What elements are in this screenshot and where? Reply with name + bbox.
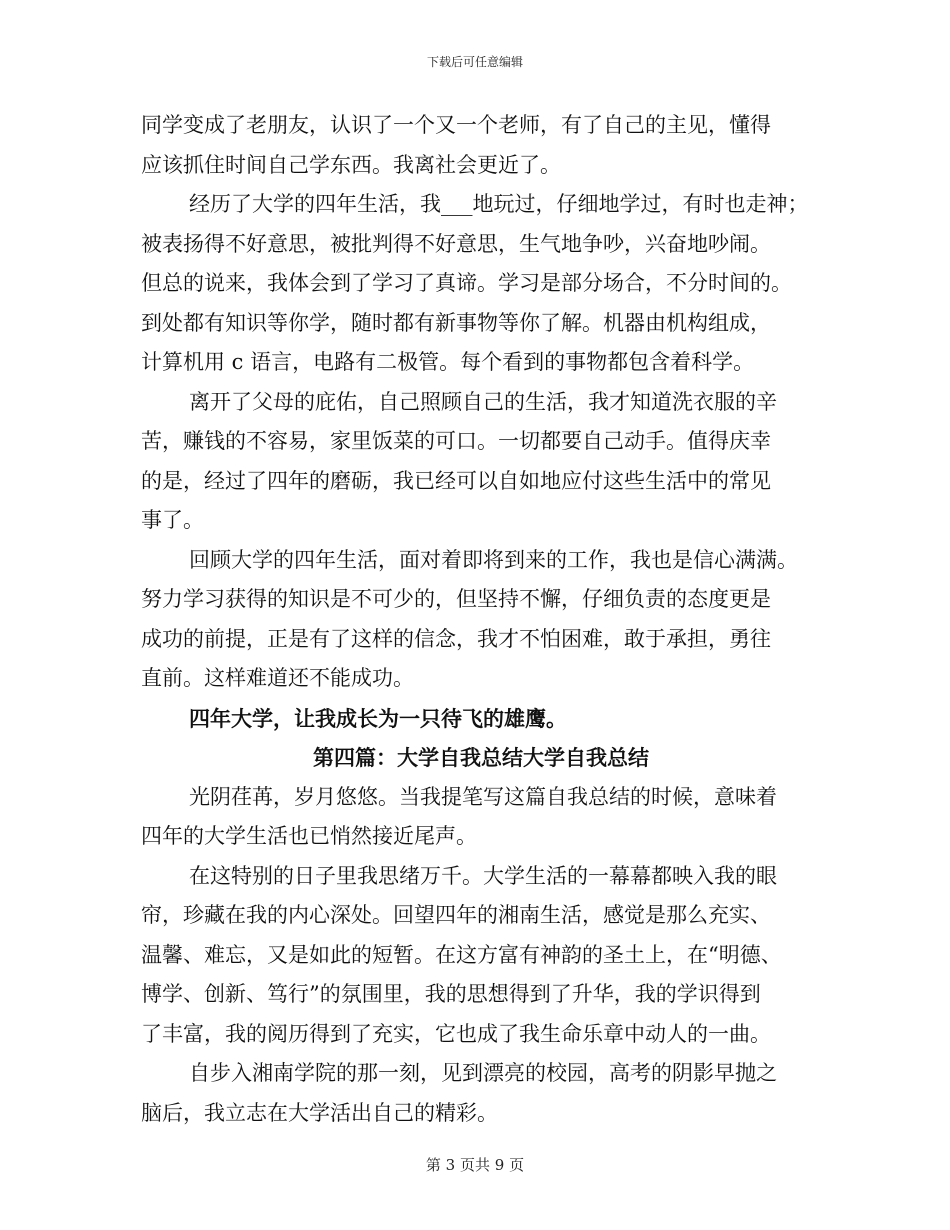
text-line: 到处都有知识等你学，随时都有新事物等你了解。机器由机构组成， (141, 310, 771, 335)
section-title: 第四篇：大学自我总结大学自我总结 (313, 745, 649, 770)
text-line: 成功的前提，正是有了这样的信念，我才不怕困难，敢于承担，勇往 (141, 626, 771, 651)
text-line: 光阴荏苒，岁月悠悠。当我提笔写这篇自我总结的时候，意味着 (189, 784, 777, 809)
text-line: 被表扬得不好意思，被批判得不好意思，生气地争吵，兴奋地吵闹。 (141, 231, 771, 256)
text-line: 事了。 (141, 508, 204, 532)
text-line: 自步入湘南学院的那一刻，见到漂亮的校园，高考的阴影早抛之 (189, 1061, 777, 1085)
text-line: 应该抓住时间自己学东西。我离社会更近了。 (141, 152, 561, 177)
paragraph-5 (141, 778, 821, 857)
text-line: 脑后，我立志在大学活出自己的精彩。 (141, 1100, 498, 1125)
paragraph-7 (141, 1054, 821, 1133)
page-header: 下载后可任意编辑 (426, 55, 523, 69)
text-line: 经历了大学的四年生活，我___地玩过，仔细地学过，有时也走神； (189, 192, 809, 216)
paragraph-4 (141, 541, 821, 699)
text-line: 四年大学，让我成长为一只待飞的雄鹰。 (189, 705, 567, 731)
text-line: 直前。这样难道还不能成功。 (141, 666, 414, 690)
text-line: 努力学习获得的知识是不可少的，但坚持不懈，仔细负责的态度更是 (141, 587, 771, 611)
text-line: 苦，赚钱的不容易，家里饭菜的可口。一切都要自己动手。值得庆幸 (141, 429, 771, 453)
document-body (141, 106, 821, 1133)
page-footer: 第 3 页共 9 页 (425, 1156, 525, 1174)
text-line: 计算机用 c 语言，电路有二极管。每个看到的事物都包含着科学。 (141, 350, 755, 374)
paragraph-conclusion (141, 699, 821, 739)
text-line: 温馨、难忘，又是如此的短暂。在这方富有神韵的圣土上，在“明德、 (141, 942, 782, 967)
text-line: 了丰富，我的阅历得到了充实，它也成了我生命乐章中动人的一曲。 (141, 1021, 771, 1046)
text-line: 离开了父母的庇佑，自己照顾自己的生活，我才知道洗衣服的辛 (189, 389, 777, 414)
text-line: 但总的说来，我体会到了学习了真谛。学习是部分场合，不分时间的。 (141, 271, 792, 295)
paragraph-2 (141, 185, 821, 383)
text-line: 在这特别的日子里我思绪万千。大学生活的一幕幕都映入我的眼 (189, 863, 777, 888)
paragraph-1 (141, 106, 821, 185)
text-line: 回顾大学的四年生活，面对着即将到来的工作，我也是信心满满。 (189, 547, 798, 572)
text-line: 帘，珍藏在我的内心深处。回望四年的湘南生活，感觉是那么充实、 (141, 903, 771, 927)
paragraph-3 (141, 383, 821, 541)
text-line: 的是，经过了四年的磨砺，我已经可以自如地应付这些生活中的常见 (141, 468, 771, 493)
text-line: 同学变成了老朋友，认识了一个又一个老师，有了自己的主见，懂得 (141, 113, 771, 137)
text-line: 博学、创新、笃行”的氛围里，我的思想得到了升华，我的学识得到 (141, 982, 761, 1006)
text-line: 四年的大学生活也已悄然接近尾声。 (141, 824, 477, 848)
paragraph-6 (141, 857, 821, 1055)
